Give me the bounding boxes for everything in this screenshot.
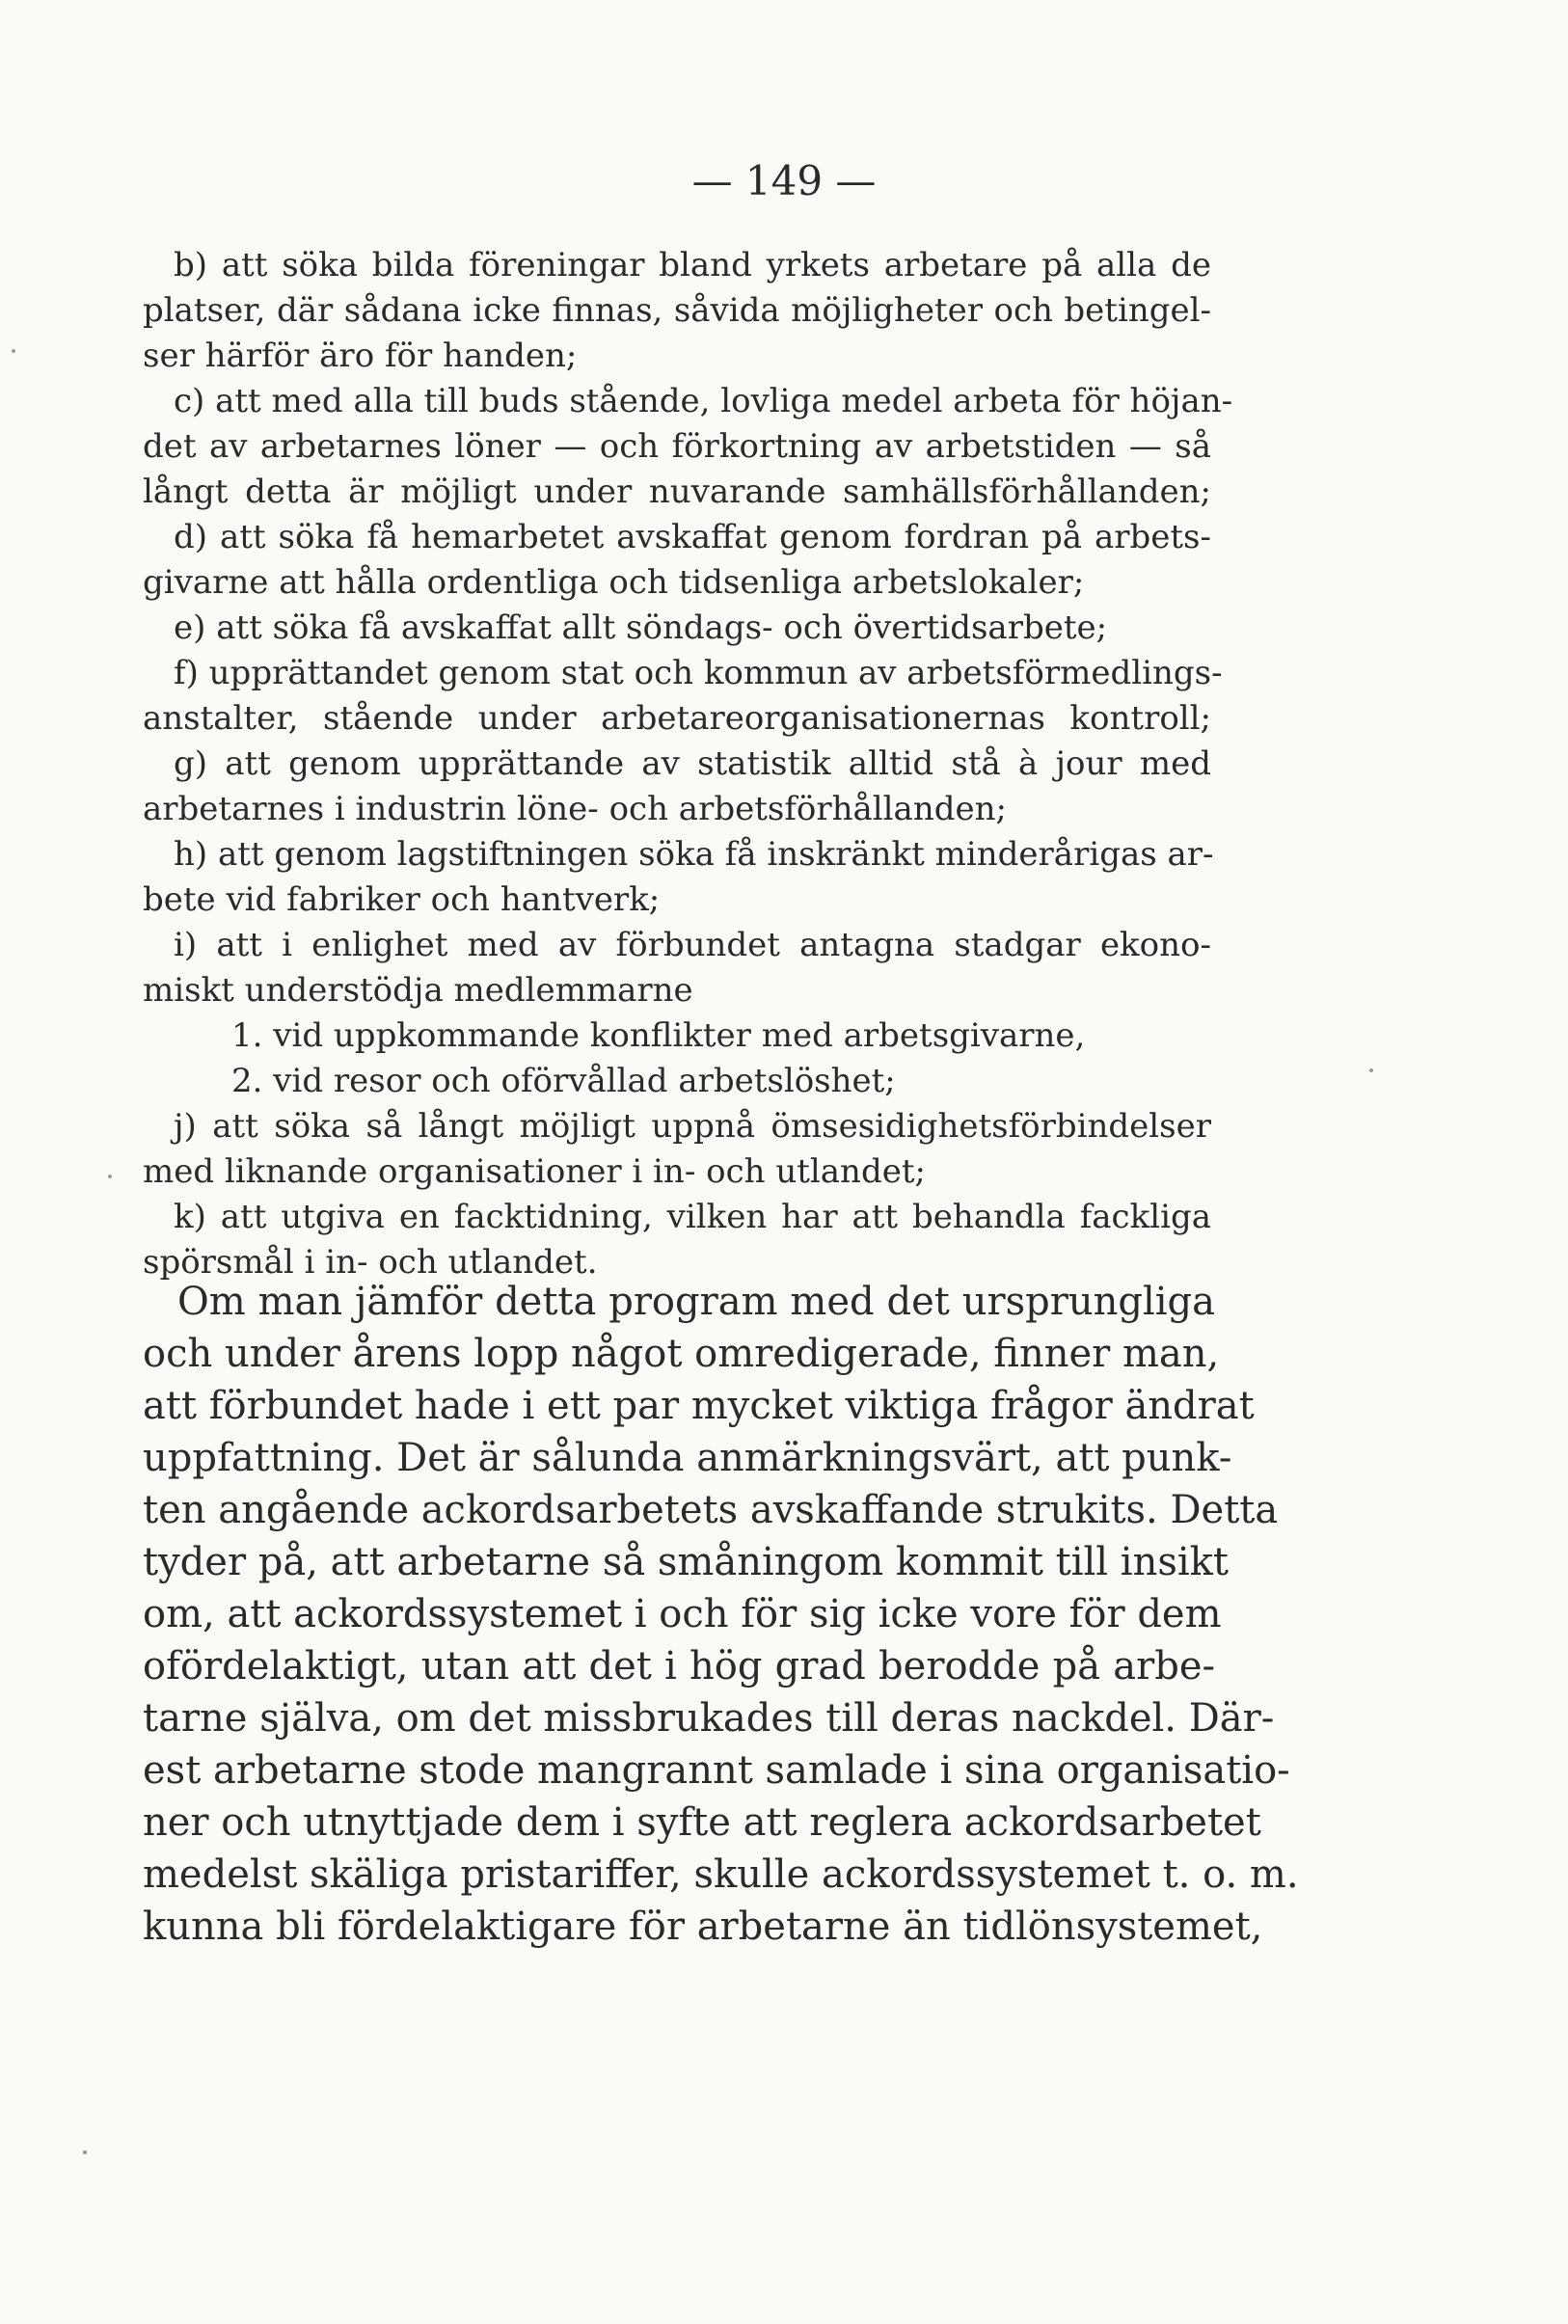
paragraph-line: medelst skäliga pristariffer, skulle ackordssystemet t. o. m.: [143, 1852, 1299, 1897]
paper-speck: [1369, 1068, 1373, 1072]
list-line: 2. vid resor och oförvållad arbetslöshet;: [231, 1062, 896, 1100]
paragraph-line: tarne själva, om det missbrukades till deras nackdel. Där-: [143, 1696, 1275, 1741]
list-line: det av arbetarnes löner — och förkortning av arbetstiden — så: [143, 427, 1211, 466]
page-number: — 149 —: [691, 157, 877, 204]
paragraph-line: est arbetarne stode mangrannt samlade i sina organisatio-: [143, 1748, 1290, 1793]
list-line: långt detta är möjligt under nuvarande samhällsförhållanden;: [143, 473, 1211, 511]
list-line: h) att genom lagstiftningen söka få inskränkt minderårigas ar-: [174, 835, 1214, 874]
commentary-paragraph: [143, 1278, 1299, 1955]
paper-speck: [12, 349, 15, 353]
paper-speck: [83, 2150, 87, 2154]
list-line: k) att utgiva en facktidning, vilken har att behandla fackliga: [174, 1198, 1211, 1236]
list-line: ser härför äro för handen;: [143, 337, 578, 375]
paragraph-line: kunna bli fördelaktigare för arbetarne än tidlönsystemet,: [143, 1905, 1263, 1949]
paragraph-line: att förbundet hade i ett par mycket viktiga frågor ändrat: [143, 1384, 1255, 1428]
paragraph-line: ofördelaktigt, utan att det i hög grad berodde på arbe-: [143, 1644, 1215, 1689]
paragraph-line: om, att ackordssystemet i och för sig icke vore för dem: [143, 1592, 1222, 1636]
list-line: g) att genom upprättande av statistik alltid stå à jour med: [174, 744, 1211, 783]
paragraph-line: ten angående ackordsarbetets avskaffande strukits. Detta: [143, 1488, 1279, 1532]
list-line: b) att söka bilda föreningar bland yrkets arbetare på alla de: [174, 246, 1211, 284]
list-line: platser, där sådana icke finnas, såvida möjligheter och betingel-: [143, 291, 1211, 330]
paragraph-line: tyder på, att arbetarne så småningom kommit till insikt: [143, 1540, 1229, 1584]
list-line: spörsmål i in- och utlandet.: [143, 1243, 598, 1282]
list-line: 1. vid uppkommande konflikter med arbetsgivarne,: [231, 1016, 1086, 1055]
list-line: arbetarnes i industrin löne- och arbetsförhållanden;: [143, 790, 1007, 828]
list-line: f) upprättandet genom stat och kommun av arbetsförmedlings-: [174, 654, 1223, 692]
list-line: e) att söka få avskaffat allt söndags- och övertidsarbete;: [174, 608, 1108, 647]
program-list: [143, 245, 1233, 1287]
list-line: d) att söka få hemarbetet avskaffat genom fordran på arbets-: [174, 518, 1211, 556]
list-line: med liknande organisationer i in- och utlandet;: [143, 1152, 926, 1191]
list-line: c) att med alla till buds stående, lovliga medel arbeta för höjan-: [174, 382, 1233, 420]
list-line: miskt understödja medlemmarne: [143, 971, 693, 1010]
list-line: bete vid fabriker och hantverk;: [143, 880, 661, 919]
list-line: anstalter, stående under arbetareorganisationernas kontroll;: [143, 699, 1211, 738]
paragraph-line: ner och utnyttjade dem i syfte att reglera ackordsarbetet: [143, 1800, 1261, 1845]
paragraph-line: uppfattning. Det är sålunda anmärkningsvärt, att punk-: [143, 1436, 1232, 1480]
list-line: givarne att hålla ordentliga och tidsenliga arbetslokaler;: [143, 563, 1085, 602]
paragraph-line: och under årens lopp något omredigerade, finner man,: [143, 1332, 1220, 1376]
paragraph-line: Om man jämför detta program med det ursprungliga: [177, 1280, 1215, 1324]
paper-speck: [108, 1175, 112, 1178]
list-line: j) att söka så långt möjligt uppnå ömsesidighetsförbindelser: [174, 1107, 1211, 1146]
list-line: i) att i enlighet med av förbundet antagna stadgar ekono-: [174, 926, 1211, 964]
